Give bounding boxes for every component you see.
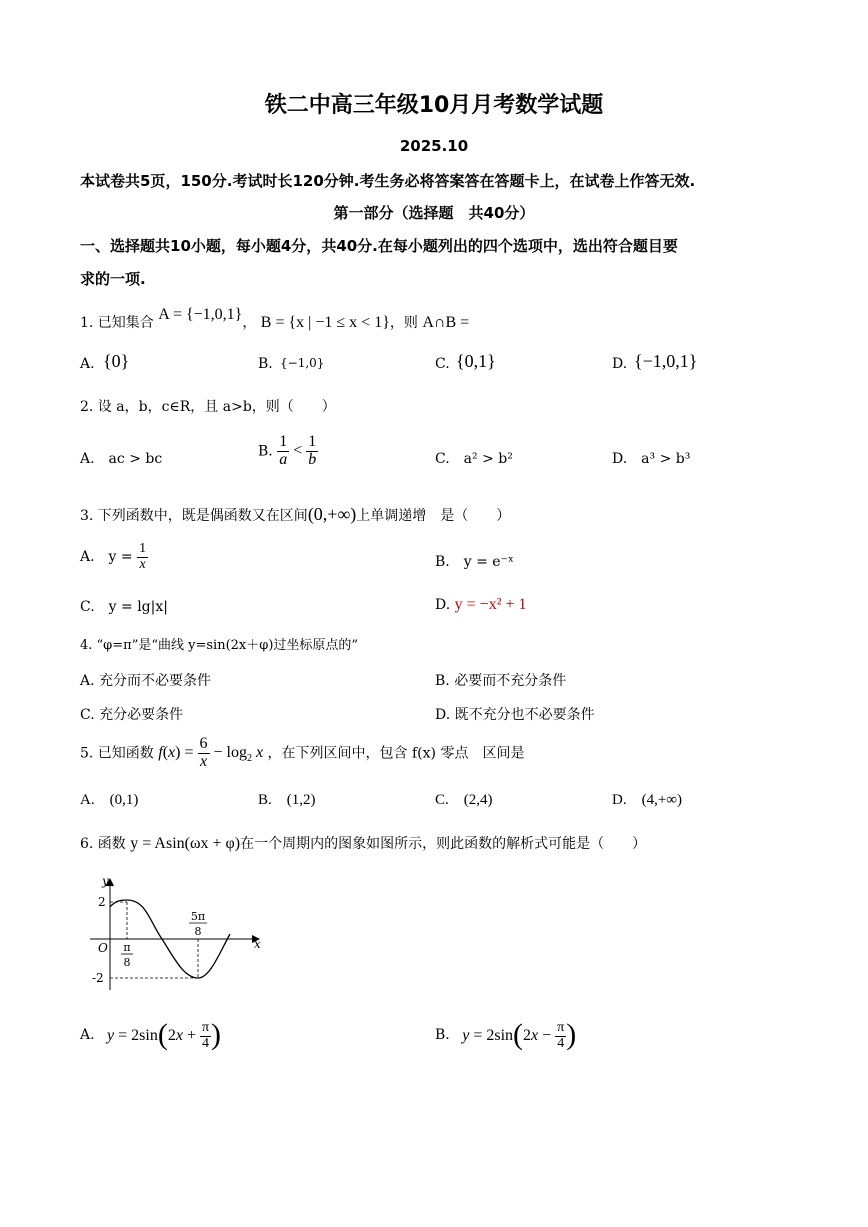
q6-option-a — [80, 1018, 221, 1052]
question-3 — [80, 504, 510, 525]
q1-option-a: {0} — [103, 351, 130, 371]
y-axis-label: y — [102, 874, 109, 888]
exam-notice: 本试卷共5页，150分.考试时长120分钟.考生务必将答案答在答题卡上，在试卷上作答无效. — [80, 172, 696, 190]
q2-option-b-label: B. — [258, 443, 273, 460]
q5-option-c: C. (2,4) — [435, 792, 493, 808]
q3-option-b: B. y = e⁻ˣ — [435, 554, 514, 570]
q1-option-a-label: A. — [80, 356, 95, 372]
section-instruction-line2: 求的一项. — [80, 270, 146, 288]
q6-option-a-label: A. — [80, 1027, 95, 1043]
q4-option-a: A. 充分而不必要条件 — [80, 673, 212, 689]
q6-function: y = Asin(ωx + φ) — [130, 835, 241, 852]
q3-stem-b: 上单调递增 是（ ） — [356, 508, 511, 524]
q4-option-b: B. 必要而不充分条件 — [435, 673, 567, 689]
question-4: 4. “φ=π”是“曲线 y=sin(2x＋φ)过坐标原点的” — [80, 638, 359, 653]
q4-option-c: C. 充分必要条件 — [80, 707, 184, 723]
q5-option-a: A. (0,1) — [80, 792, 139, 808]
q1-option-b: {−1,0} — [280, 356, 325, 370]
q1-set-b: B = {x | −1 ≤ x < 1} — [260, 314, 390, 331]
q2-option-d: D. a³ > b³ — [612, 451, 691, 467]
q1-set-a: A = {−1,0,1} — [158, 306, 243, 323]
q6-prefix: 6. 函数 — [80, 836, 126, 852]
q6-option-b-expr: y = 2sin(2x − $\frac{\pi}{4}$ ) — [462, 1018, 577, 1051]
fraction-1-over-b: $\frac{1}{b}$ — [308, 433, 317, 468]
tick-pi-over-8-num: π — [123, 941, 131, 954]
q1-prefix: 1. 已知集合 — [80, 315, 154, 331]
section-instruction-line1: 一、选择题共10小题，每小题4分，共40分.在每小题列出的四个选项中，选出符合题目要 — [80, 237, 678, 255]
q5-prefix: 5. 已知函数 — [80, 745, 154, 762]
q1-option-b-label: B. — [258, 356, 273, 372]
origin-label: O — [98, 941, 108, 955]
q5-option-d: D. (4,+∞) — [612, 792, 682, 808]
x-axis-label: x — [254, 937, 261, 951]
question-5 — [80, 736, 524, 771]
tick-5pi-over-8-num: 5π — [190, 910, 206, 923]
q3-option-a-label: A. y = — [80, 549, 133, 566]
q1-option-d: {−1,0,1} — [634, 351, 698, 371]
fraction-1-over-x: $\frac{1}{x}$ — [139, 541, 147, 572]
q1-option-c-label: C. — [435, 356, 450, 372]
q6-option-b-label: B. — [435, 1027, 450, 1043]
q3-option-d-expr: y = −x² + 1 — [454, 596, 527, 613]
q3-interval: (0,+∞) — [307, 504, 357, 524]
q1-ask: A∩B = — [422, 314, 470, 331]
q5-option-b: B. (1,2) — [258, 792, 316, 808]
q2-option-c: C. a² > b² — [435, 451, 513, 467]
q3-option-d — [435, 596, 527, 614]
q6-suffix: 在一个周期内的图象如图所示，则此函数的解析式可能是（ ） — [240, 836, 647, 852]
fraction-pi-over-4-b: $\frac{\pi}{4}$ — [557, 1020, 565, 1051]
tick-5pi-over-8-den: 8 — [194, 925, 202, 938]
q5-function: f(x) = $\frac{6}{x}$ − $\log_2 x$ — [158, 735, 264, 770]
fraction-1-over-a: $\frac{1}{a}$ — [279, 433, 288, 468]
q3-option-a — [80, 542, 148, 572]
q2-option-a: A. ac > bc — [80, 451, 163, 467]
tick-pi-over-8-den: 8 — [123, 956, 131, 969]
sine-graph — [80, 872, 270, 997]
fraction-pi-over-4: $\frac{\pi}{4}$ — [201, 1020, 210, 1051]
q6-option-b — [435, 1018, 576, 1052]
page-title: 铁二中高三年级10月月考数学试题 — [264, 93, 604, 118]
q6-option-a-expr: y = 2sin(2x + $\frac{\pi}{4}$ ) — [107, 1018, 222, 1051]
y-max-label: 2 — [98, 895, 106, 909]
q3-stem-a: 3. 下列函数中，既是偶函数又在区间 — [80, 508, 308, 524]
q2-option-b: B. $\frac{1}{a}$ < $\frac{1}{b}$ — [258, 433, 317, 468]
y-min-label: -2 — [92, 971, 104, 985]
q1-option-d-label: D. — [612, 356, 628, 372]
q1-option-c: {0,1} — [456, 351, 496, 371]
question-6 — [80, 833, 646, 853]
question-2: 2. 设 a，b，c∈R，且 a>b，则（ ） — [80, 399, 336, 415]
fraction-6-over-x: $\frac{6}{x}$ — [199, 735, 208, 770]
q4-option-d: D. 既不充分也不必要条件 — [435, 707, 595, 723]
part-heading: 第一部分（选择题 共40分） — [333, 204, 535, 222]
q3-option-d-label: D. — [435, 597, 451, 613]
question-1: 1. 已知集合 A = {−1,0,1}， B = {x | −1 ≤ x < 1}，则 A∩B = — [80, 306, 470, 331]
exam-date: 2025.10 — [399, 137, 469, 155]
q3-option-c: C. y = lg|x| — [80, 599, 168, 615]
q5-suffix: ，在下列区间中，包含 f(x) 零点 区间是 — [267, 745, 525, 762]
